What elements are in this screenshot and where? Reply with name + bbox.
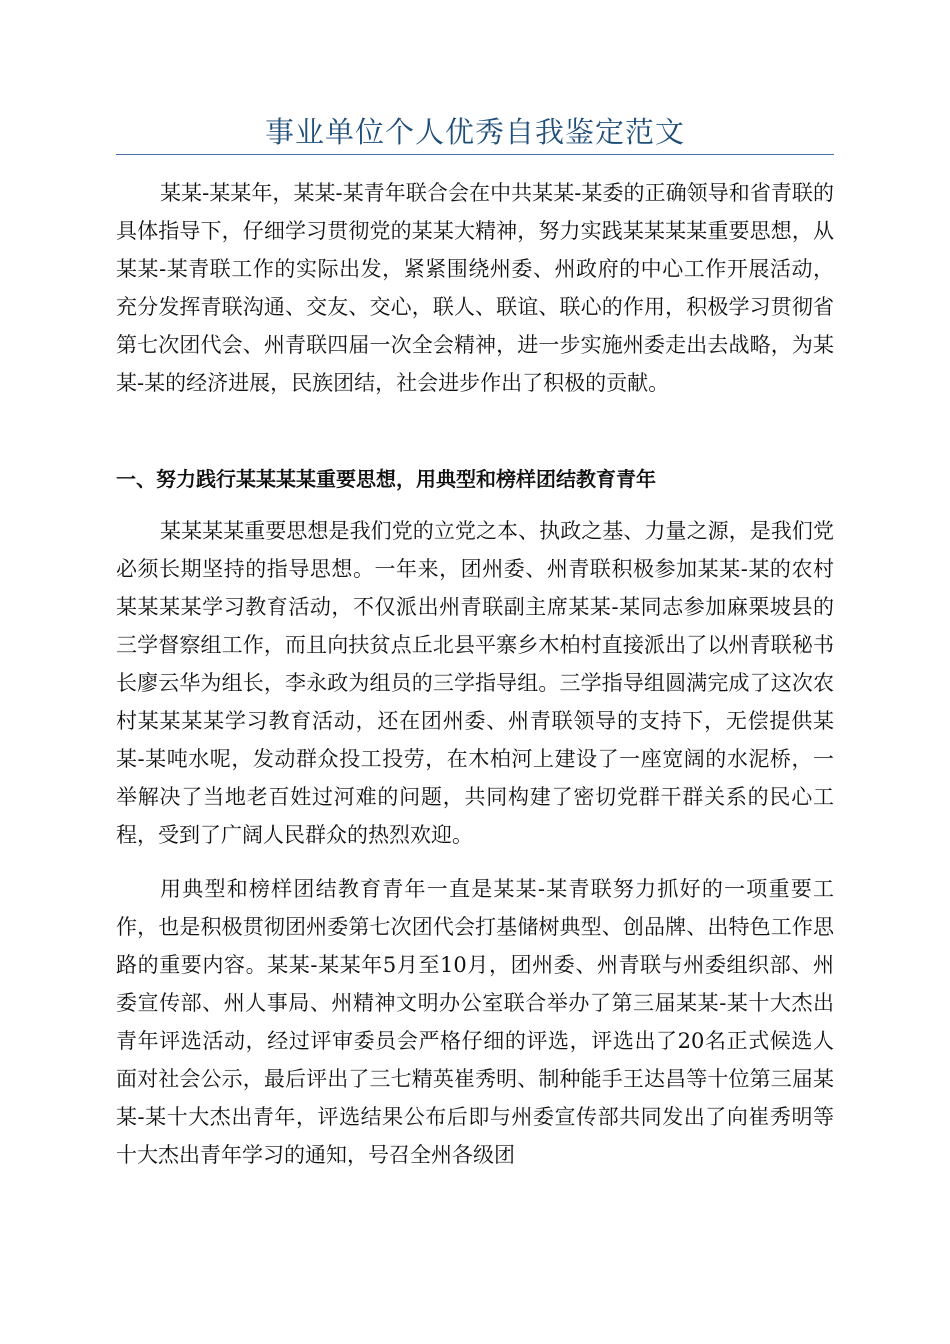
section-heading: 一、努力践行某某某某重要思想，用典型和榜样团结教育青年 [116, 467, 656, 491]
paragraph-intro: 某某-某某年，某某-某青年联合会在中共某某-某委的正确领导和省青联的具体指导下，仔细学习贯彻党的某某大精神，努力实践某某某某重要思想，从某某-某青联工作的实际出发，紧紧围绕州委、州政府的中心工作开展活动，充分发挥青联沟通、交友、交心，联人、联谊、联心的作用，积极学习贯彻省第七次团代会、州青联四届一次全会精神，进一步实施州委走出去战略，为某某-某的经济进展，民族团结，社会进步作出了积极的贡献。 [116, 181, 834, 395]
paragraph-thought: 某某某某重要思想是我们党的立党之本、执政之基、力量之源，是我们党必须长期坚持的指导思想。一年来，团州委、州青联积极参加某某-某的农村某某某某学习教育活动，不仅派出州青联副主席某某-某同志参加麻栗坡县的三学督察组工作，而且向扶贫点丘北县平寨乡木柏村直接派出了以州青联秘书长廖云华为组长，李永政为组员的三学指导组。三学指导组圆满完成了这次农村某某某某学习教育活动，还在团州委、州青联领导的支持下，无偿提供某某-某吨水呢，发动群众投工投劳，在木柏河上建设了一座宽阔的水泥桥，一举解决了当地老百姓过河难的问题，共同构建了密切党群干群关系的民心工程，受到了广阔人民群众的热烈欢迎。 [116, 519, 834, 847]
title-underline [116, 154, 834, 155]
paragraph-role-models: 用典型和榜样团结教育青年一直是某某-某青联努力抓好的一项重要工作，也是积极贯彻团州委第七次团代会打基储树典型、创品牌、出特色工作思路的重要内容。某某-某某年5月至10月，团州委、州青联与州委组织部、州委宣传部、州人事局、州精神文明办公室联合举办了第三届某某-某十大杰出青年评选活动，经过评审委员会严格仔细的评选，评选出了20名正式候选人面对社会公示，最后评出了三七精英崔秀明、制种能手王达昌等十位第三届某某-某十大杰出青年，评选结果公布后即与州委宣传部共同发出了向崔秀明等十大杰出青年学习的通知，号召全州各级团 [116, 877, 834, 1167]
document-title: 事业单位个人优秀自我鉴定范文 [264, 115, 685, 149]
